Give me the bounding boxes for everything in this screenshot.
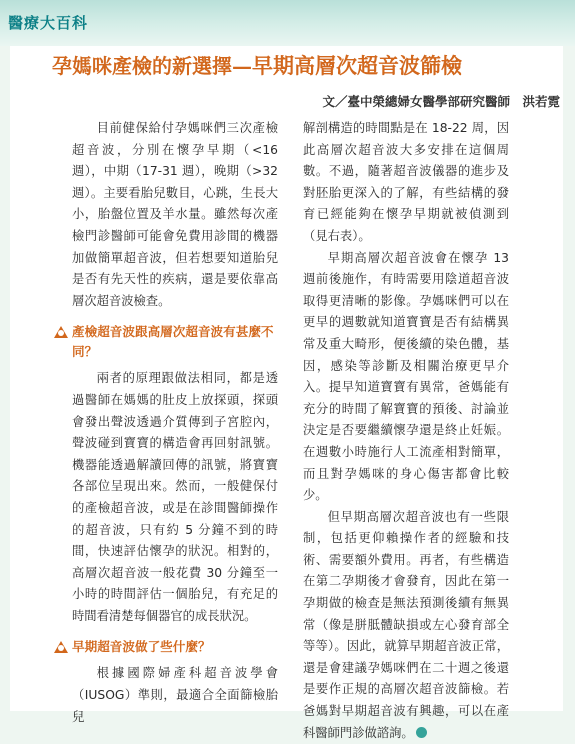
- intro-paragraph: 目前健保給付孕媽咪們三次產檢超音波，分別在懷孕早期（<16 週），中期（17-31 週），晚期（>32 週）。主要看胎兒數目，心跳，生長大小，胎盤位置及羊水量。雖然每次產檢門診醫師可能會免費用診間的機器加做簡單超音波，但若想要知道胎兒是否有先天性的疾病，還是要依靠高層次超音波檢查。: [72, 121, 278, 308]
- author-line: 文／臺中榮總婦女醫學部研究醫師 洪若霓: [322, 94, 560, 109]
- paragraph-limitations: [303, 507, 509, 744]
- section-heading-difference: [54, 322, 278, 362]
- title-prefix: 孕媽咪產檢的新選擇—: [52, 54, 252, 78]
- title-main: 早期高層次超音波篩檢: [252, 53, 462, 78]
- end-mark-icon: [416, 727, 427, 738]
- warning-triangle-icon: [54, 641, 68, 653]
- heading-text: 早期超音波做了些什麼？: [72, 639, 211, 655]
- warning-triangle-icon: [54, 326, 68, 338]
- article-title: [52, 50, 532, 80]
- paragraph-early-timing: 早期高層次超音波會在懷孕 13 週前後施作，有時需要用陰道超音波取得更清晰的影像。孕媽咪們可以在更早的週數就知道寶寶是否有結構異常及重大畸形，便後續的染色體，基因，感染等診斷及相關治療更早介入。提早知道寶寶有異常，爸媽能有充分的時間了解寶寶的預後、討論並決定是否要繼續懷孕還是終止妊娠。在週數小時施行人工流產相對簡單，而且對孕媽咪的身心傷害都會比較少。: [303, 250, 509, 503]
- paragraph-guideline-cont: 解剖構造的時間點是在 18-22 周，因此高層次超音波大多安排在這個周數。不過，隨著超音波儀器的進步及對胚胎更深入的了解，有些結構的發育已經能夠在懷孕早期就被偵測到（見右表）。: [303, 121, 509, 243]
- section-heading-early: [54, 637, 278, 657]
- paragraph-guideline: 根據國際婦產科超音波學會（IUSOG）準則，最適合全面篩檢胎兒: [72, 666, 278, 724]
- left-column: [72, 118, 278, 728]
- right-column: [303, 118, 509, 744]
- paragraph-principle: 兩者的原理跟做法相同，都是透過醫師在媽媽的肚皮上放探頭，探頭會發出聲波透過介質傳到子宮腔內，聲波碰到寶寶的構造會再回射訊號。機器能透過解讀回傳的訊號，將寶寶各部位呈現出來。然而，一般健保付的產檢超音波，或是在診間醫師操作的超音波，只有約 5 分鐘不到的時間，快速評估懷孕的狀況。相對的，高層次超音波一般花費 30 分鐘至一小時的時間評估一個胎兒，有充足的時間看清楚每個器官的成長狀況。: [72, 371, 278, 623]
- limitations-text: 但早期高層次超音波也有一些限制，包括更仰賴操作者的經驗和技術、需要額外費用。再者，有些構造在第二孕期後才會發育，因此在第一孕期做的檢查是無法預測後續有無異常（像是胼胝體缺損或左心發育部全等等）。因此，就算早期超音波正常，還是會建議孕媽咪們在二十週之後還是要作正規的高層次超音波篩檢。若爸媽對早期超音波有興趣，可以在產科醫師門診做諮詢。: [303, 509, 509, 740]
- heading-text: 產檢超音波跟高層次超音波有甚麼不同？: [72, 324, 274, 360]
- header-band: [0, 0, 575, 46]
- section-tag: 醫療大百科: [8, 14, 89, 32]
